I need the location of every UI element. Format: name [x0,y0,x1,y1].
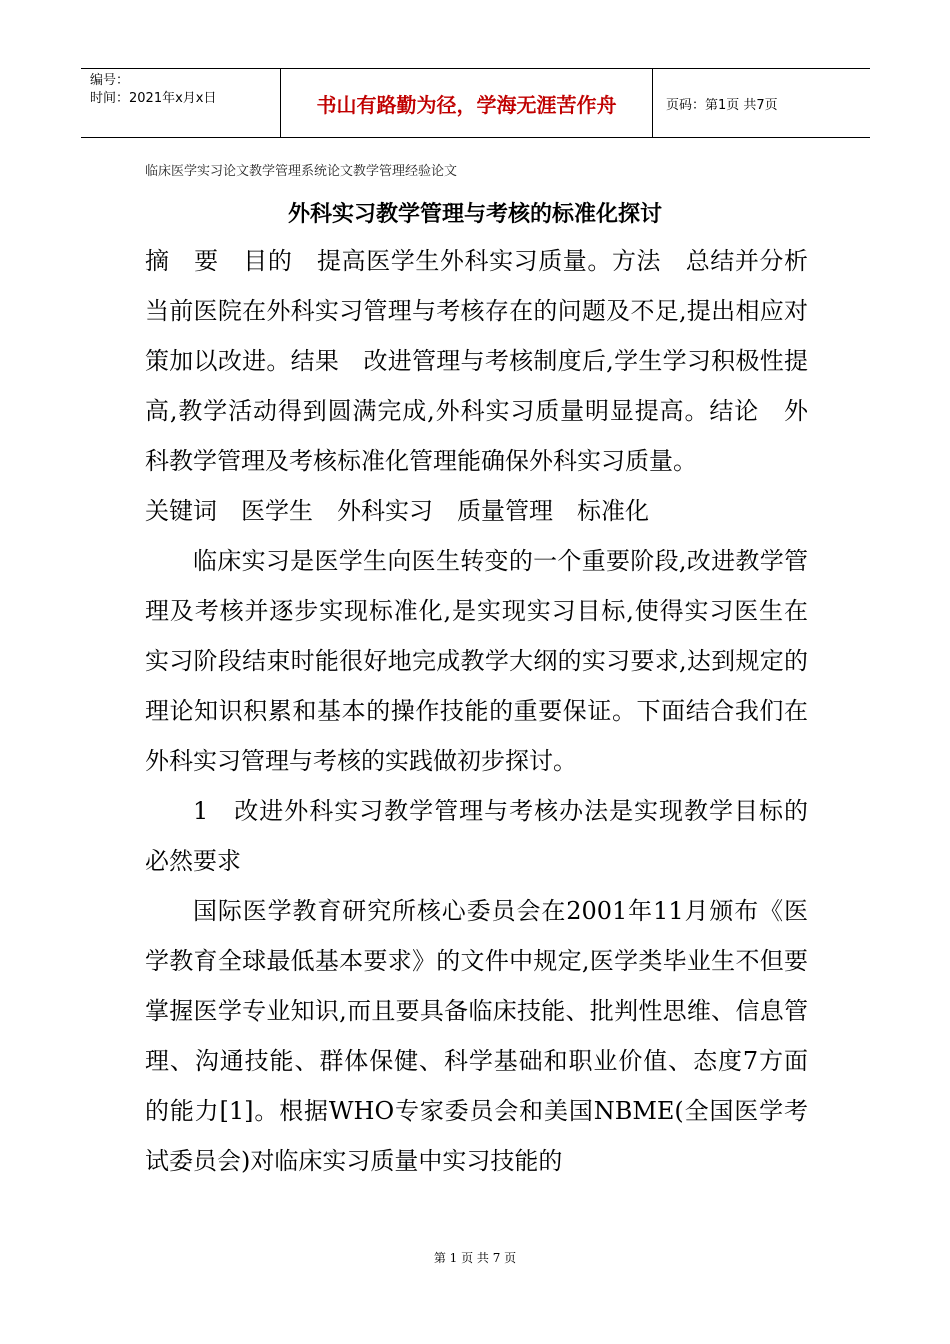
section-heading: 1 改进外科实习教学管理与考核办法是实现教学目标的必然要求 [145,797,808,875]
number-label: 编号： [90,73,130,88]
body-paragraph: 国际医学教育研究所核心委员会在2001年11月颁布《医学教育全球最低基本要求》的文件中规定,医学类毕业生不但要掌握医学专业知识,而且要具备临床技能、批判性思维、信息管理、沟通技能、群体保健、科学基础和职业价值、态度7方面的能力[1]。根据WHO专家委员会和美国NBME(全国医学考试委员会)对临床实习质量中实习技能的 [145,897,808,1175]
header-motto: 书山有路勤为径，学海无涯苦作舟 [281,69,653,137]
body-paragraph: 临床实习是医学生向医生转变的一个重要阶段,改进教学管理及考核并逐步实现标准化,是实现实习目标,使得实习医生在实习阶段结束时能很好地完成教学大纲的实习要求,达到规定的理论知识积累和基本的操作技能的重要保证。下面结合我们在外科实习管理与考核的实践做初步探讨。 [145,547,808,775]
header-page-info: 页码：第1页 共7页 [666,97,778,113]
document-title: 外科实习教学管理与考核的标准化探讨 [287,201,662,227]
abstract-paragraph: 摘 要 目的 提高医学生外科实习质量。方法 总结并分析当前医院在外科实习管理与考核存在的问题及不足,提出相应对策加以改进。结果 改进管理与考核制度后,学生学习积极性提高,教学活动得到圆满完成,外科实习质量明显提高。结论 外科教学管理及考核标准化管理能确保外科实习质量。 [145,247,808,475]
header-meta [81,69,281,137]
document-body [145,236,808,1186]
time-label: 时间：2021年x月x日 [90,91,217,106]
document-header [81,68,870,138]
page-footer: 第 1 页 共 7 页 [433,1251,517,1265]
keywords-paragraph: 关键词 医学生 外科实习 质量管理 标准化 [145,497,649,525]
category-line: 临床医学实习论文教学管理系统论文教学管理经验论文 [145,164,458,179]
